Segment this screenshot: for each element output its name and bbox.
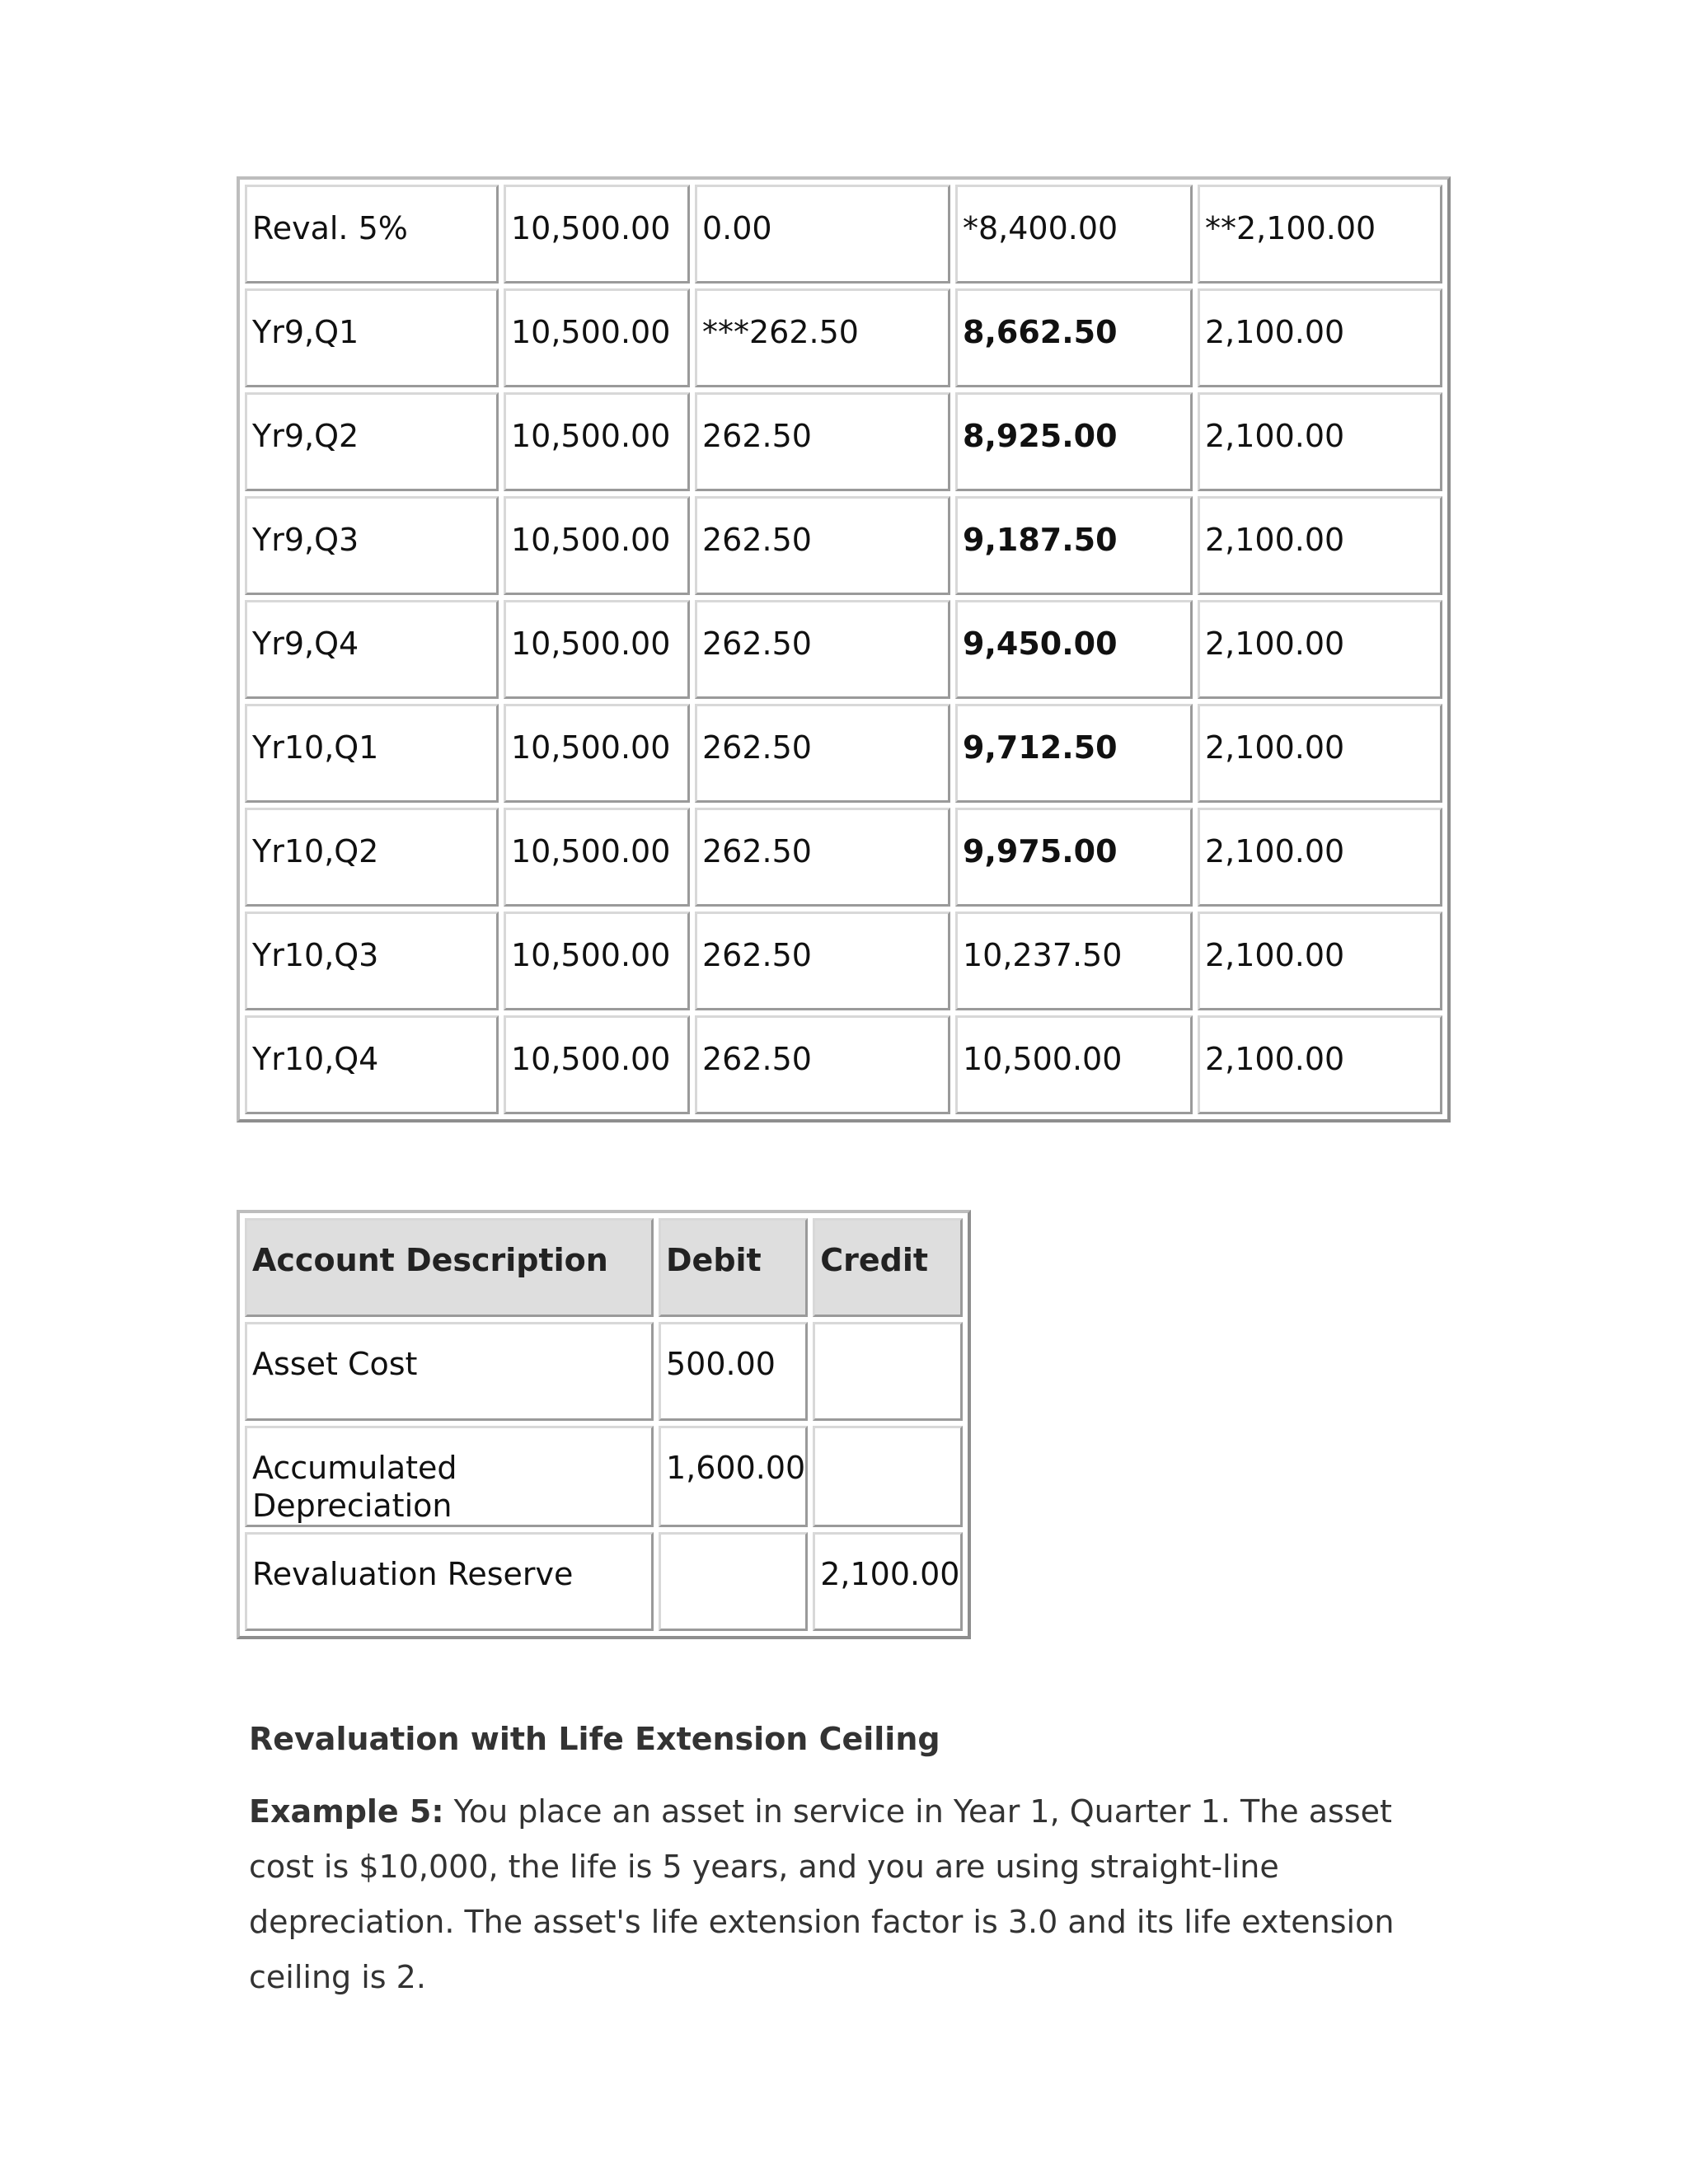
depreciation-cell: ***262.50: [695, 288, 950, 387]
cost-cell: 10,500.00: [504, 912, 690, 1010]
debit-cell: 500.00: [659, 1322, 808, 1421]
table-row: [245, 912, 1442, 1010]
accumulated-depreciation-cell: 9,712.50: [955, 704, 1193, 803]
period-cell: Reval. 5%: [245, 185, 499, 284]
period-cell: Yr9,Q2: [245, 392, 499, 491]
table-row: [245, 600, 1442, 699]
period-cell: Yr10,Q3: [245, 912, 499, 1010]
revaluation-reserve-cell: 2,100.00: [1198, 704, 1442, 803]
revaluation-reserve-cell: 2,100.00: [1198, 496, 1442, 595]
cost-cell: 10,500.00: [504, 392, 690, 491]
table-row: [245, 1532, 963, 1631]
depreciation-cell: 262.50: [695, 1015, 950, 1114]
accumulated-depreciation-cell: *8,400.00: [955, 185, 1193, 284]
table-row: [245, 1426, 963, 1527]
accumulated-depreciation-cell: 9,975.00: [955, 808, 1193, 907]
account-description-cell: Accumulated Depreciation: [245, 1426, 654, 1527]
cost-cell: 10,500.00: [504, 808, 690, 907]
period-cell: Yr10,Q1: [245, 704, 499, 803]
account-description-cell: Asset Cost: [245, 1322, 654, 1421]
accumulated-depreciation-cell: 9,187.50: [955, 496, 1193, 595]
debit-cell: [659, 1532, 808, 1631]
accumulated-depreciation-cell: 10,237.50: [955, 912, 1193, 1010]
cost-cell: 10,500.00: [504, 1015, 690, 1114]
table-header-row: [245, 1218, 963, 1317]
table-row: [245, 496, 1442, 595]
example-text: You place an asset in service in Year 1, Quarter 1. The asset cost is $10,000, the life is 5 years, and you are using straight-line depreciation. The asset's life extension factor is 3.0 and its life extension ceiling is 2.: [249, 1793, 1395, 1995]
credit-cell: 2,100.00: [813, 1532, 963, 1631]
credit-cell: [813, 1426, 963, 1527]
depreciation-cell: 262.50: [695, 600, 950, 699]
depreciation-cell: 0.00: [695, 185, 950, 284]
cost-cell: 10,500.00: [504, 288, 690, 387]
header-debit: Debit: [659, 1218, 808, 1317]
depreciation-cell: 262.50: [695, 704, 950, 803]
period-cell: Yr10,Q2: [245, 808, 499, 907]
header-credit: Credit: [813, 1218, 963, 1317]
table-row: [245, 185, 1442, 284]
table-row: [245, 392, 1442, 491]
revaluation-reserve-cell: 2,100.00: [1198, 912, 1442, 1010]
period-cell: Yr9,Q3: [245, 496, 499, 595]
accumulated-depreciation-cell: 10,500.00: [955, 1015, 1193, 1114]
accumulated-depreciation-cell: 8,662.50: [955, 288, 1193, 387]
cost-cell: 10,500.00: [504, 185, 690, 284]
accumulated-depreciation-cell: 8,925.00: [955, 392, 1193, 491]
depreciation-cell: 262.50: [695, 496, 950, 595]
table-row: [245, 808, 1442, 907]
revaluation-reserve-cell: 2,100.00: [1198, 600, 1442, 699]
header-account-description: Account Description: [245, 1218, 654, 1317]
account-description-cell: Revaluation Reserve: [245, 1532, 654, 1631]
table-row: [245, 704, 1442, 803]
depreciation-cell: 262.50: [695, 392, 950, 491]
cost-cell: 10,500.00: [504, 600, 690, 699]
table-row: [245, 1322, 963, 1421]
table-row: [245, 1015, 1442, 1114]
cost-cell: 10,500.00: [504, 704, 690, 803]
depreciation-cell: 262.50: [695, 808, 950, 907]
credit-cell: [813, 1322, 963, 1421]
revaluation-reserve-cell: 2,100.00: [1198, 288, 1442, 387]
table-row: [245, 288, 1442, 387]
period-cell: Yr9,Q1: [245, 288, 499, 387]
journal-entry-table: [237, 1210, 971, 1639]
depreciation-schedule-table: [237, 176, 1451, 1122]
example-paragraph: [249, 1784, 1452, 2005]
depreciation-table-body: [245, 185, 1442, 1114]
depreciation-cell: 262.50: [695, 912, 950, 1010]
debit-cell: 1,600.00: [659, 1426, 808, 1527]
revaluation-reserve-cell: 2,100.00: [1198, 1015, 1442, 1114]
example-label: Example 5:: [249, 1793, 444, 1830]
section-heading: Revaluation with Life Extension Ceiling: [249, 1721, 940, 1757]
revaluation-reserve-cell: 2,100.00: [1198, 392, 1442, 491]
cost-cell: 10,500.00: [504, 496, 690, 595]
period-cell: Yr10,Q4: [245, 1015, 499, 1114]
accumulated-depreciation-cell: 9,450.00: [955, 600, 1193, 699]
period-cell: Yr9,Q4: [245, 600, 499, 699]
revaluation-reserve-cell: **2,100.00: [1198, 185, 1442, 284]
revaluation-reserve-cell: 2,100.00: [1198, 808, 1442, 907]
